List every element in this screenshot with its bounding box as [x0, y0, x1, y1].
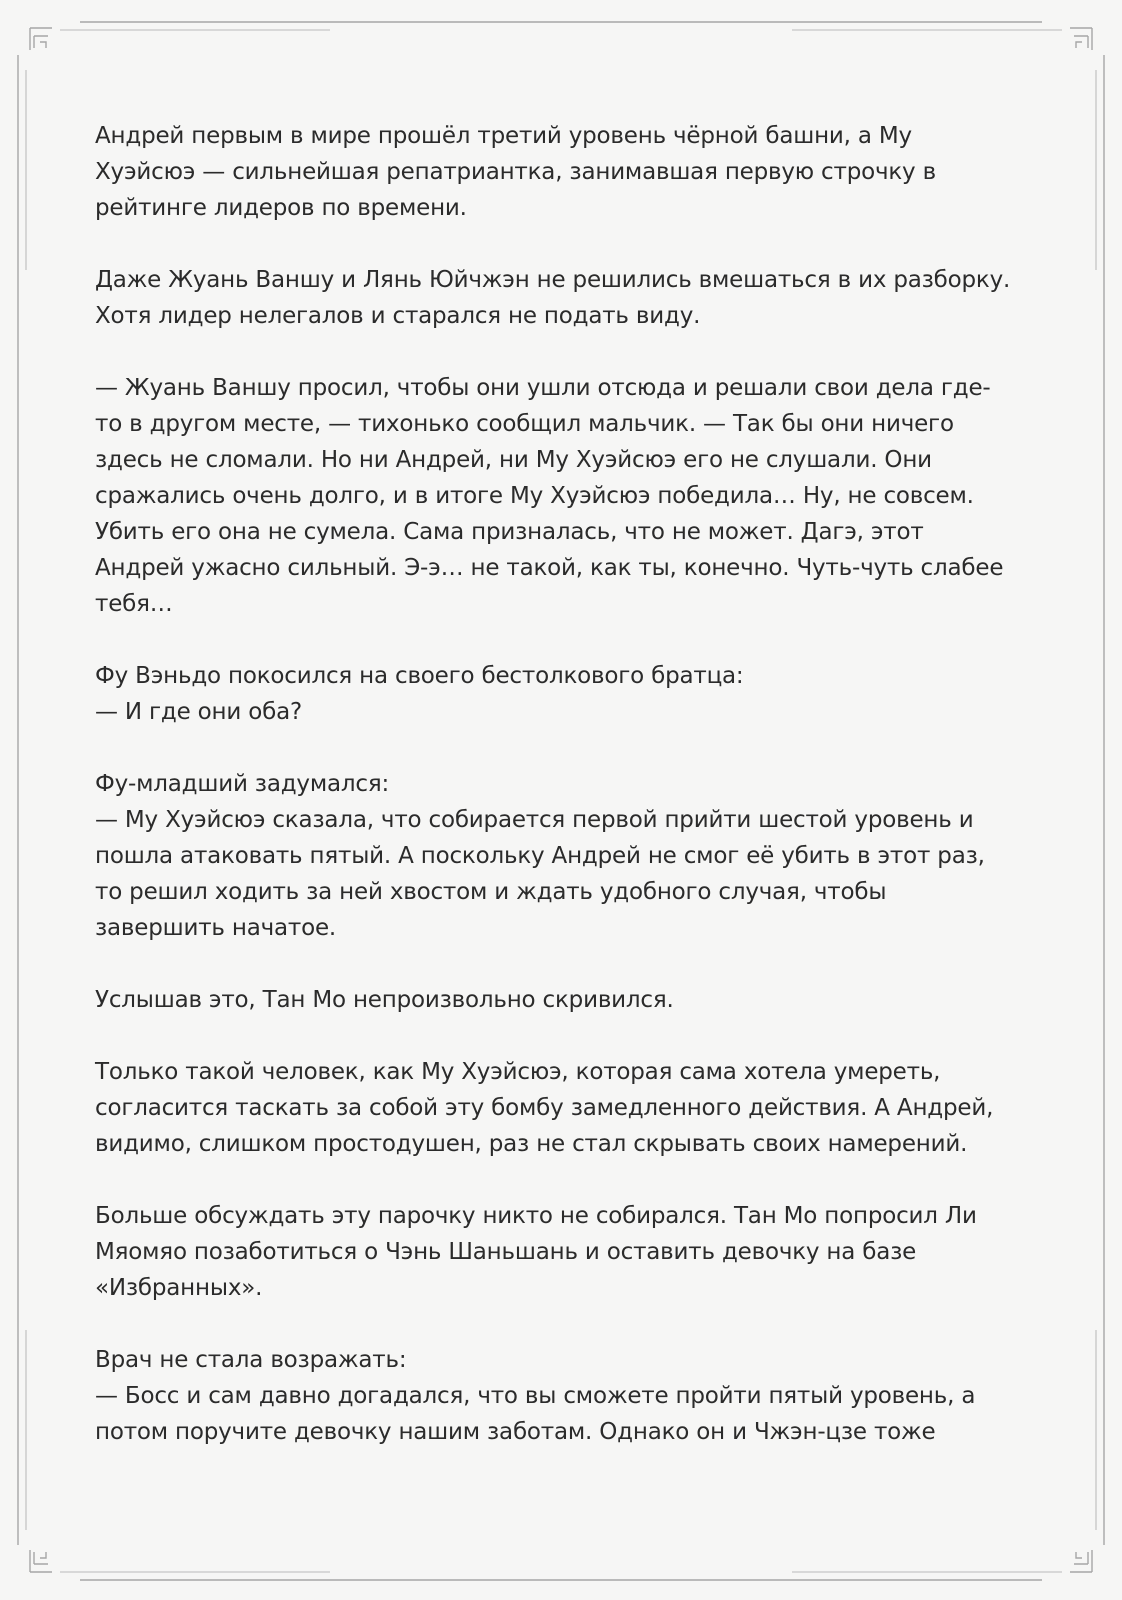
paragraph-3: — Жуань Ваншу просил, чтобы они ушли отсюда и решали свои дела где- то в другом месте, — тихонько сообщил мальчик. — Так бы они ничего здесь не сломали. Но ни Андрей, ни Му Хуэйсюэ его не слушали. Они сражались очень долго, и в итоге Му Хуэйсюэ победила… Ну, не совсем. Убить его она не сумела. Сама призналась, что не может. Дагэ, этот Андрей ужасно сильный. Э-э… не такой, как ты, конечно. Чуть-чуть слабее тебя… [95, 375, 1004, 617]
corner-ornament-bottom-left [30, 1550, 52, 1572]
paragraph-7: Только такой человек, как Му Хуэйсюэ, которая сама хотела умереть, согласится таскать за собой эту бомбу замедленного действия. А Андрей, видимо, слишком простодушен, раз не стал скрывать своих намерений. [95, 1059, 994, 1157]
paragraph-8: Больше обсуждать эту парочку никто не собирался. Тан Мо попросил Ли Мяомяо позаботиться о Чэнь Шаньшань и оставить девочку на базе «Избранных». [95, 1203, 977, 1301]
paragraph-5: Фу-младший задумался: — Му Хуэйсюэ сказала, что собирается первой прийти шестой уровень и пошла атаковать пятый. А поскольку Андрей не смог её убить в этот раз, то решил ходить за ней хвостом и ждать удобного случая, чтобы завершить начатое. [95, 771, 985, 941]
corner-ornament-bottom-right [1070, 1550, 1092, 1572]
paragraph-9: Врач не стала возражать: — Босс и сам давно догадался, что вы сможете пройти пятый уровень, а потом поручите девочку нашим заботам. Однако он и Чжэн-цзе тоже [95, 1347, 976, 1445]
document-body [95, 118, 1035, 1450]
paragraph-2: Даже Жуань Ваншу и Лянь Юйчжэн не решились вмешаться в их разборку. Хотя лидер нелегалов и старался не подать виду. [95, 267, 1011, 329]
corner-ornament-top-left [30, 28, 52, 50]
corner-ornament-top-right [1070, 28, 1092, 50]
paragraph-4: Фу Вэньдо покосился на своего бестолкового братца: — И где они оба? [95, 663, 744, 725]
paragraph-6: Услышав это, Тан Мо непроизвольно скривился. [95, 987, 674, 1013]
paragraph-1: Андрей первым в мире прошёл третий уровень чёрной башни, а Му Хуэйсюэ — сильнейшая репатриантка, занимавшая первую строчку в рейтинге лидеров по времени. [95, 123, 936, 221]
